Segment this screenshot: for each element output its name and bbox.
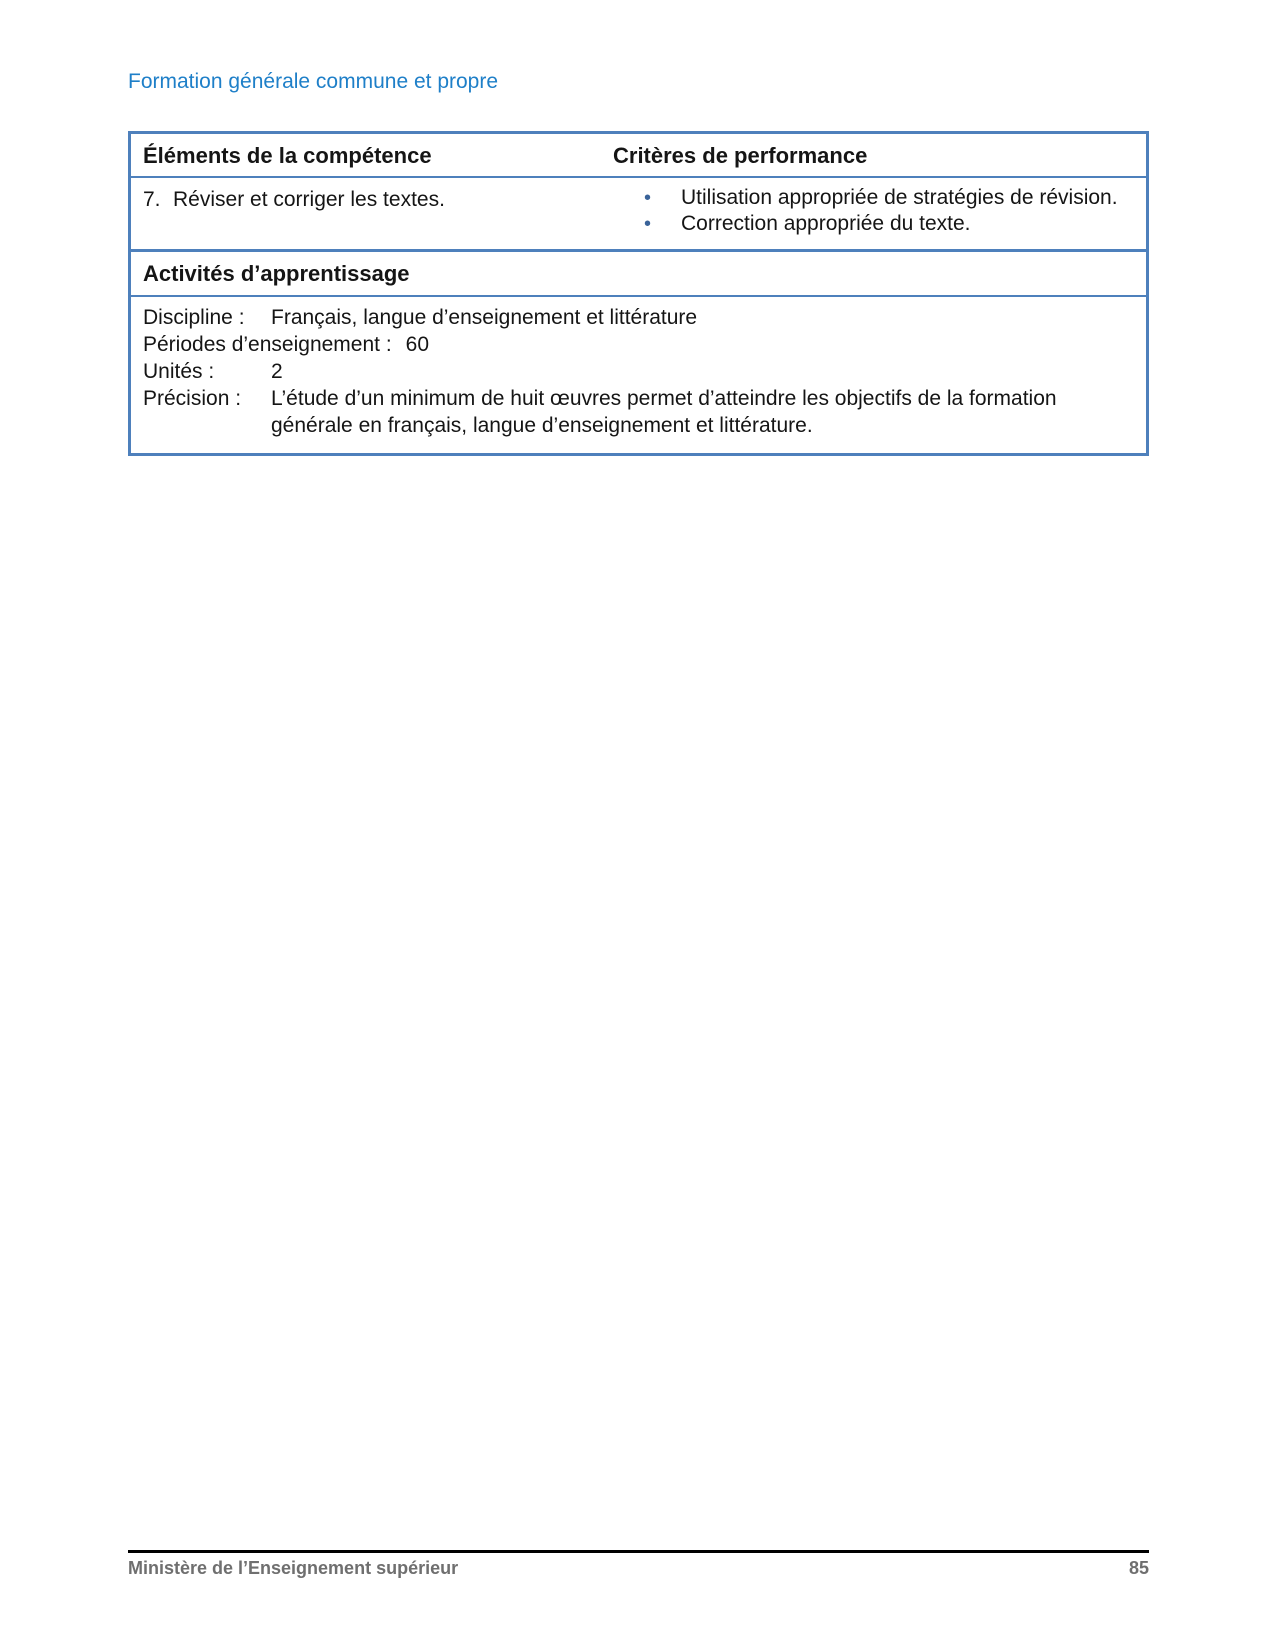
activity-value: 2 <box>271 360 283 383</box>
column-header-criteres-performance: Critères de performance <box>613 143 868 168</box>
activity-label: Discipline : <box>143 306 245 329</box>
competence-table <box>128 131 1149 252</box>
activity-row-discipline <box>143 304 1134 331</box>
criterion-text: Utilisation appropriée de stratégies de révision. <box>681 186 1118 209</box>
activities-table-body <box>131 297 1146 453</box>
element-cell <box>131 178 601 249</box>
activity-label: Unités : <box>143 360 215 383</box>
page-number: 85 <box>1128 1558 1149 1578</box>
bullet-icon: • <box>644 213 652 235</box>
criteria-cell <box>601 178 1146 249</box>
criterion-text: Correction appropriée du texte. <box>681 212 971 235</box>
activity-row-periodes <box>143 331 1134 358</box>
activity-row-precision <box>143 385 1134 439</box>
activities-table-header: Activités d’apprentissage <box>131 252 1146 297</box>
bullet-icon: • <box>644 187 652 209</box>
criterion-item <box>644 185 1132 211</box>
running-header: Formation générale commune et propre <box>128 70 499 93</box>
page-footer <box>128 1550 1149 1579</box>
footer-ministry-text: Ministère de l’Enseignement supérieur <box>128 1558 459 1578</box>
competence-table-header-row <box>131 134 1146 178</box>
activity-value: 60 <box>405 333 430 356</box>
competence-row <box>131 178 1146 249</box>
activity-label: Précision : <box>143 387 242 410</box>
activities-table <box>128 249 1149 456</box>
criterion-item <box>644 211 1132 237</box>
element-number: 7. <box>143 188 161 211</box>
activity-value: Français, langue d’enseignement et littérature <box>271 306 698 329</box>
activity-row-unites <box>143 358 1134 385</box>
column-header-elements-competence: Éléments de la compétence <box>143 143 432 168</box>
activity-label: Périodes d’enseignement : <box>143 333 392 356</box>
activity-value: L’étude d’un minimum de huit œuvres permet d’atteindre les objectifs de la formation générale en français, langue d’enseignement et littérature. <box>271 387 1057 437</box>
element-text: Réviser et corriger les textes. <box>173 188 445 211</box>
